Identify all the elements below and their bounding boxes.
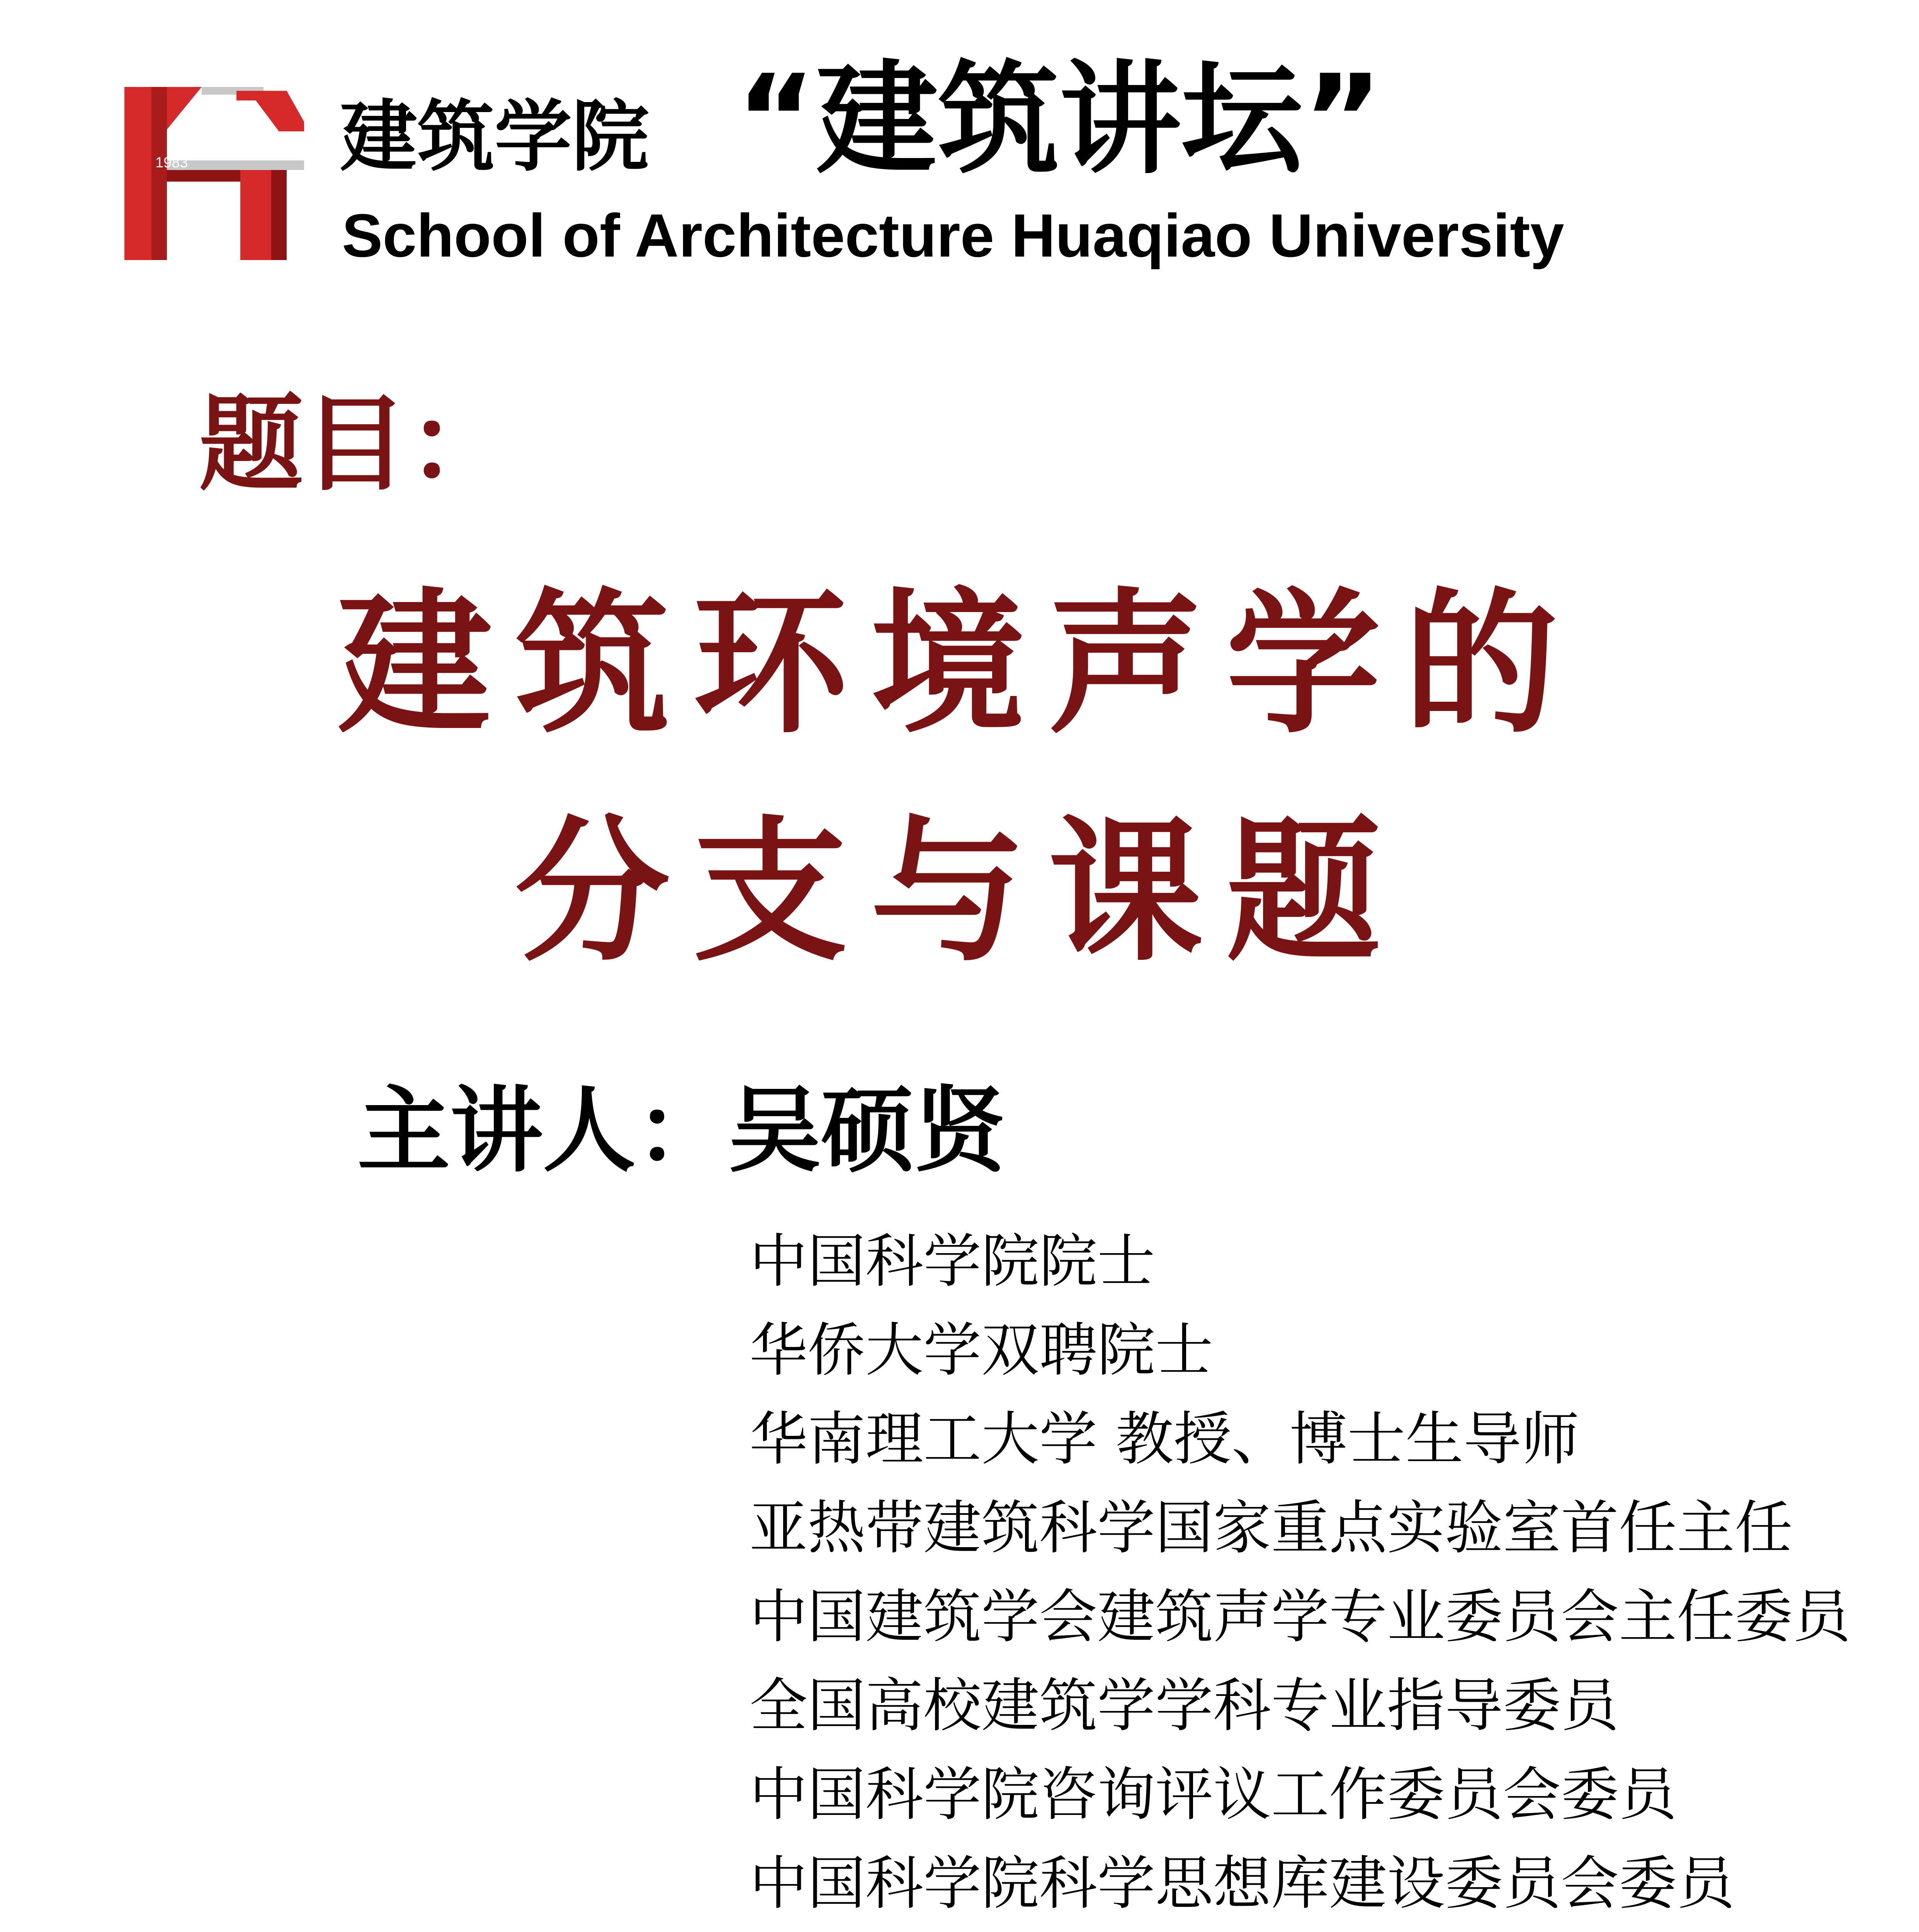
credential-item: 亚热带建筑科学国家重点实验室首任主任 (750, 1495, 1793, 1562)
credential-item: 华南理工大学 教授、博士生导师 (750, 1406, 1579, 1473)
lecture-series-title: “建筑讲坛” (736, 49, 1383, 190)
school-name-cn: 建筑学院 (340, 92, 649, 182)
credential-item (750, 1928, 1851, 1932)
credential-item: 中国科学院咨询评议工作委员会委员 (750, 1761, 1677, 1828)
credential-item: 中国科学院院士 (750, 1228, 1156, 1295)
school-logo (124, 87, 304, 260)
speaker-credentials (750, 1217, 1851, 1932)
credential-item: 中国科学院科学思想库建设委员会委员 (750, 1850, 1735, 1917)
speaker-name: 主讲人：吴硕贤 (357, 1076, 1007, 1185)
school-logo-icon (124, 87, 304, 260)
logo-year: 1983 (155, 155, 188, 171)
lecture-title-line-1: 建筑环境声学的 (337, 575, 1582, 754)
credential-item: 中国建筑学会建筑声学专业委员会主任委员 (750, 1583, 1851, 1651)
lecture-title-line-2: 分支与课题 (515, 803, 1404, 982)
school-name-en: School of Architecture Huaqiao University (342, 202, 1564, 270)
credential-item: 全国高校建筑学学科专业指导委员 (750, 1672, 1619, 1740)
credential-item: 华侨大学双聘院士 (750, 1317, 1214, 1384)
title-label: 题目： (199, 383, 512, 505)
